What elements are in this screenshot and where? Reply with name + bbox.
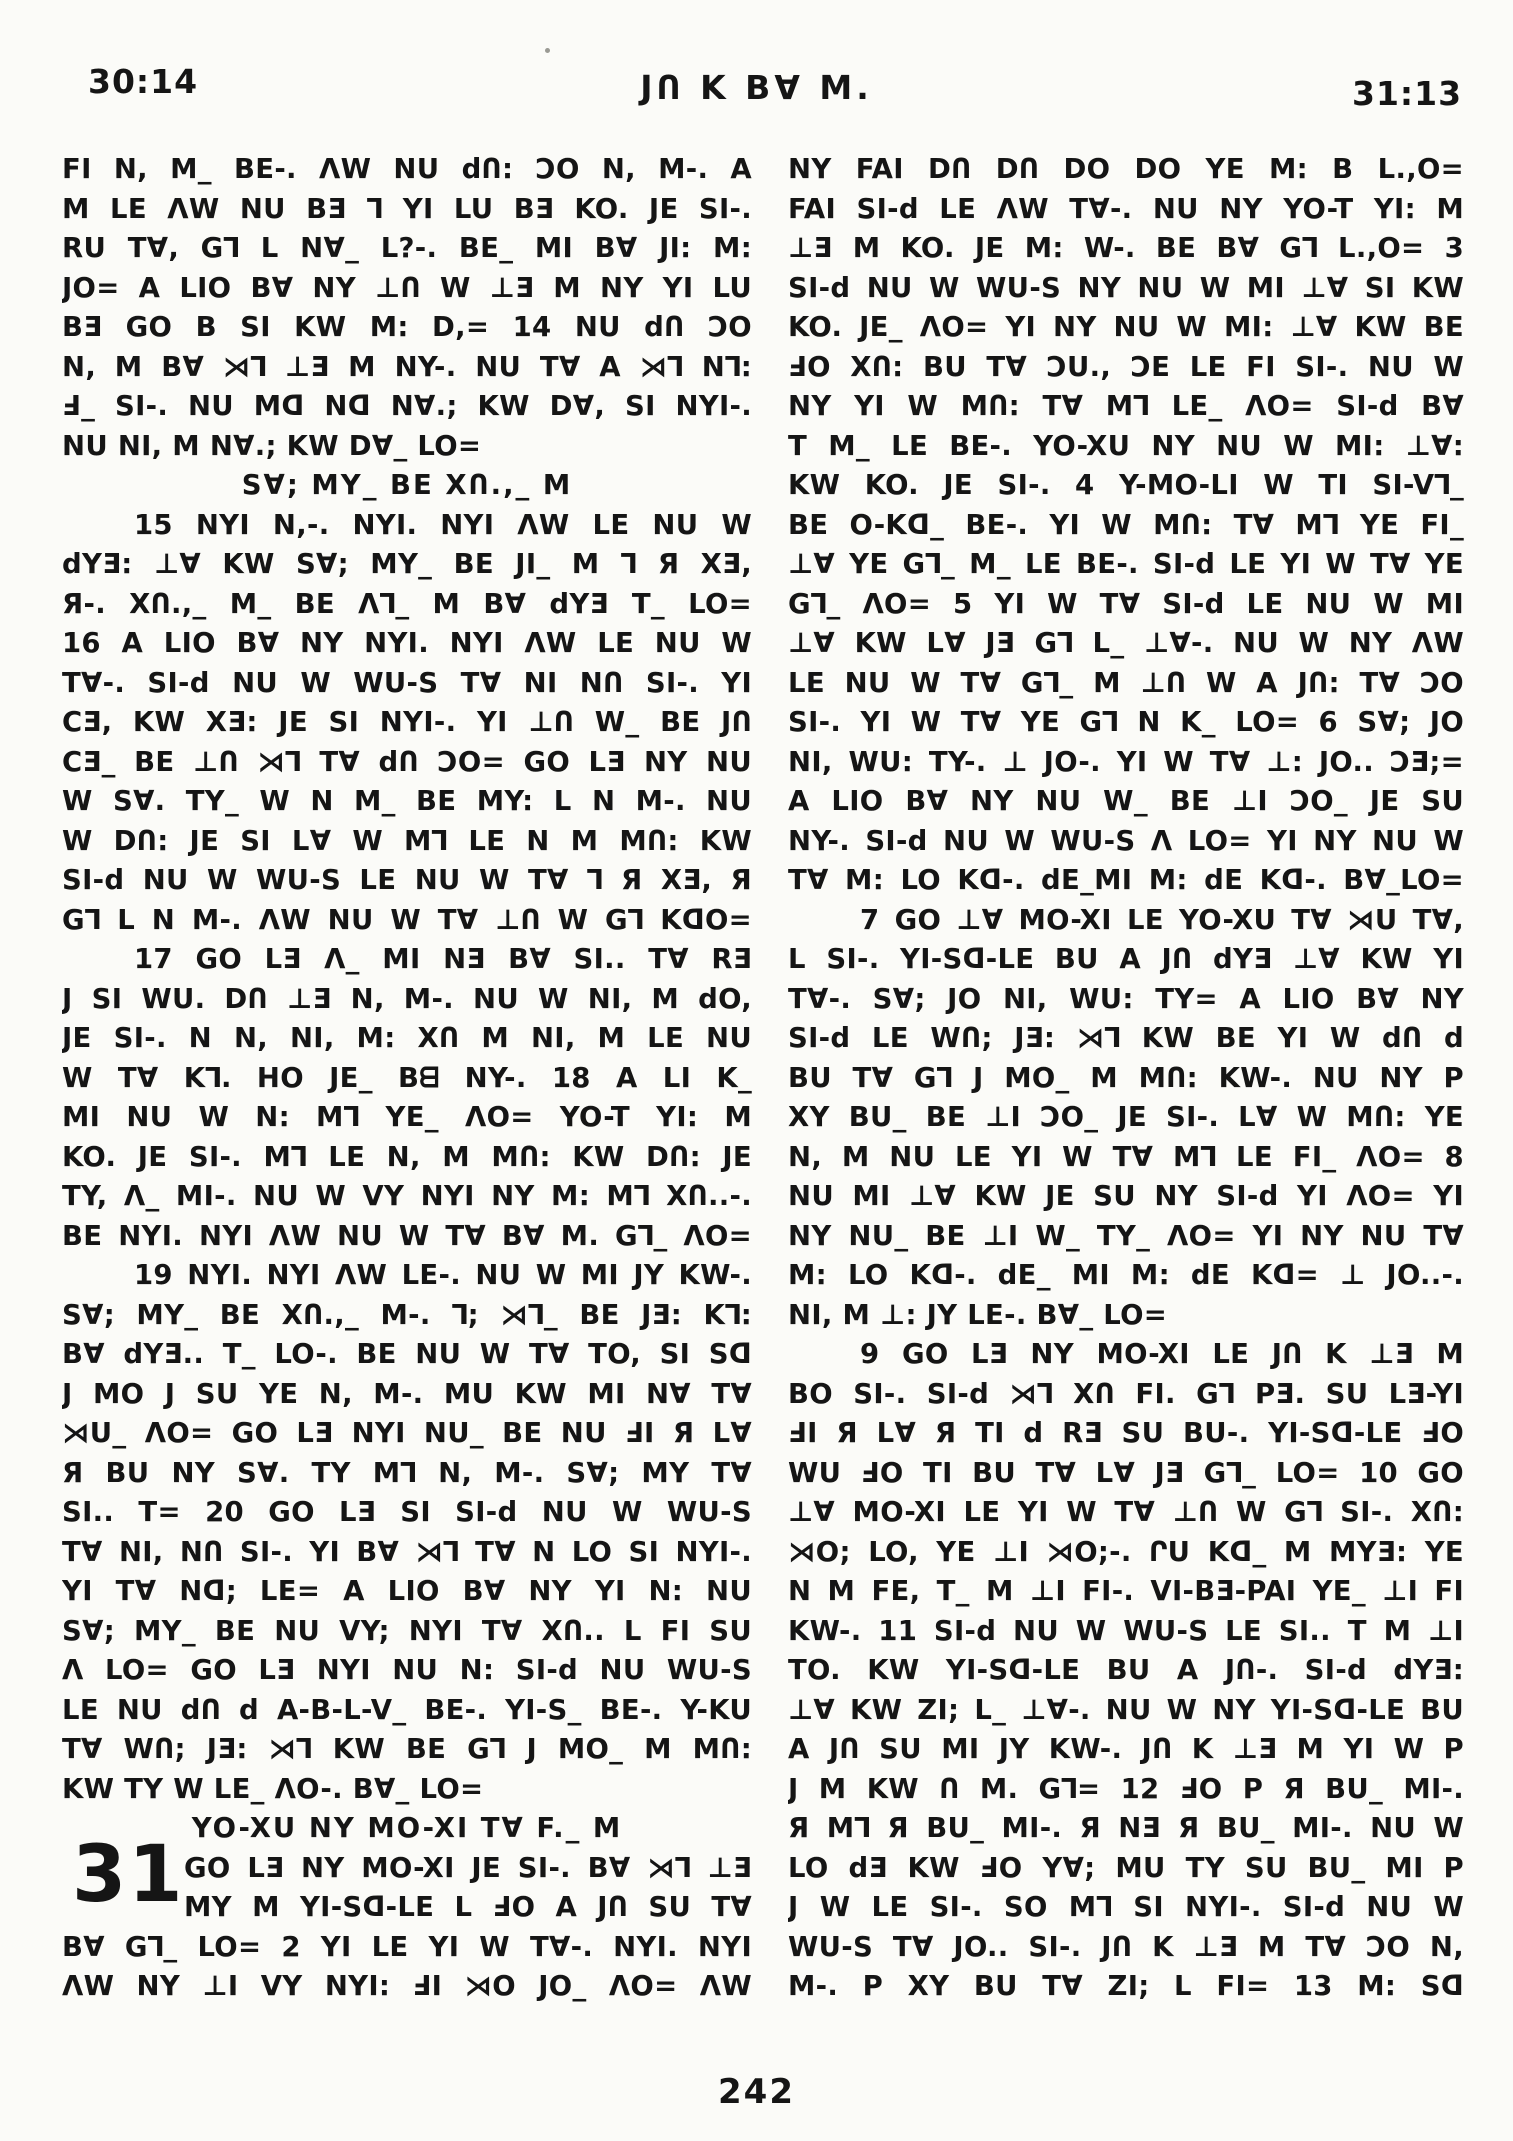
text-line: J M KW Ո M. G⅂= 12 ℲO P Я BU_ MI-. — [788, 1772, 1464, 1805]
text-line: NI, M ⊥: JY LE-. B∀_ LO= — [788, 1298, 1168, 1331]
text-line: SI-d LE WՈ; JƎ: ⋊⅂ KW BE YI W dՈ d — [788, 1022, 1464, 1054]
text-line: T∀-. S∀; JO NI, WU: TY= A LIO B∀ NY — [788, 982, 1464, 1015]
text-line: G⅂_ ΛO= 5 YI W T∀ SI-d LE NU W MI — [788, 587, 1464, 620]
text-line: TY, Λ_ MI-. NU W VY NYI NY M: M⅂ XՈ..-. — [62, 1180, 752, 1212]
text-line: BU T∀ G⅂ J MO_ M MՈ: KW-. NU NY P — [788, 1061, 1464, 1094]
text-line: FI N, M_ BE-. ΛW NU dՈ: ƆO N, M-. A — [62, 153, 752, 185]
text-line: SI-d NU W WU-S LE NU W T∀ ⅂ Я XƎ, Я — [62, 864, 752, 896]
text-line: CƎ, KW XƎ: JE SI NYI-. YI ⊥Ո W_ BE JՈ — [62, 706, 752, 738]
text-line: LO dƎ KW ℲO Y∀; MU TY SU BU_ MI P — [788, 1851, 1464, 1884]
text-line: A LIO B∀ NY NU W_ BE ⊥I ƆO_ JE SU — [788, 785, 1464, 817]
text-line: S∀; MY_ BE NU VY; NYI T∀ XՈ.. L FI SU — [62, 1614, 752, 1647]
text-line: M: LO Kᗡ-. dE_ MI M: dE Kᗡ= ⊥ JO..-. — [788, 1259, 1464, 1291]
text-line: LE NU dՈ d A-B-L-V_ BE-. YI-S_ BE-. Y-KU — [62, 1693, 752, 1726]
text-line: SI.. T= 20 GO LƎ SI SI-d NU W WU-S — [62, 1496, 752, 1528]
text-line: L SI-. YI-Sᗡ-LE BU A JՈ dYƎ ⊥∀ KW YI — [788, 943, 1464, 975]
text-line: Я BU NY S∀. TY M⅂ N, M-. S∀; MY T∀ — [62, 1456, 752, 1489]
text-column-right — [788, 150, 1464, 2007]
text-line: BE O-Kᗡ_ BE-. YI W MՈ: T∀ M⅂ YE FI_ — [788, 508, 1464, 541]
header-right-reference: 31:13 — [1352, 74, 1463, 113]
text-line: T∀ M: LO Kᗡ-. dE_MI M: dE Kᗡ-. B∀_LO= — [788, 864, 1464, 896]
text-line: S∀; MY_ BE XՈ.,_ M-. ⅂; ⋊⅂_ BE JƎ: K⅂: — [62, 1298, 752, 1331]
text-line: ℲI Я L∀ Я TI d RƎ SU BU-. YI-Sᗡ-LE ℲO — [788, 1417, 1464, 1449]
text-line: BO SI-. SI-d ⋊⅂ XՈ FI. G⅂ PƎ. SU LƎ-YI — [788, 1377, 1464, 1410]
text-line: KW TY W LE_ ΛO-. B∀_ LO= — [62, 1772, 484, 1805]
text-line: Λ LO= GO LƎ NYI NU N: SI-d NU WU-S — [62, 1654, 752, 1686]
text-line: J MO J SU YE N, M-. MU KW MI N∀ T∀ — [62, 1377, 752, 1410]
text-line: WU-S T∀ JO.. SI-. JՈ K ⊥Ǝ M T∀ ƆO N, — [788, 1930, 1464, 1963]
text-line: RU T∀, G⅂ L N∀_ L?-. BE_ MI B∀ JI: M: — [62, 232, 752, 264]
text-line: SI-. YI W T∀ YE G⅂ N K_ LO= 6 S∀; JO — [788, 706, 1464, 738]
text-line: T∀ WՈ; JƎ: ⋊⅂ KW BE G⅂ J MO_ M MՈ: — [62, 1733, 752, 1765]
section-heading: YO-XU NY MO-XI T∀ F._ M — [191, 1812, 623, 1844]
text-line: LE NU W T∀ G⅂_ M ⊥Ո W A JՈ: T∀ ƆO — [788, 666, 1464, 699]
text-line: ⋊O; LO, YE ⊥I ⋊O;-. ՐU Kᗡ_ M MYƎ: YE — [788, 1535, 1464, 1568]
text-line: XY BU_ BE ⊥I ƆO_ JE SI-. L∀ W MՈ: YE — [788, 1101, 1464, 1133]
text-line: ⊥∀ MO-XI LE YI W T∀ ⊥Ո W G⅂ SI-. XՈ: — [788, 1496, 1464, 1528]
text-line: BƎ GO B SI KW M: D,= 14 NU dՈ ƆO — [62, 311, 752, 343]
text-line: Я-. XՈ.,_ M_ BE Λ⅂_ M B∀ dYƎ T_ LO= — [62, 587, 752, 620]
text-line: J SI WU. DՈ ⊥Ǝ N, M-. NU W NI, M dO, — [62, 982, 752, 1015]
text-line: 15 NYI N,-. NYI. NYI ΛW LE NU W — [134, 508, 752, 541]
text-line: W T∀ K⅂. HO JE_ Bᗺ NY-. 18 A LI K_ — [62, 1061, 752, 1094]
text-line: NY NU_ BE ⊥I W_ TY_ ΛO= YI NY NU T∀ — [788, 1219, 1464, 1252]
text-line: 7 GO ⊥∀ MO-XI LE YO-XU T∀ ⋊U T∀, — [860, 903, 1464, 936]
text-line: KO. JE_ ΛO= YI NY NU W MI: ⊥∀ KW BE — [788, 311, 1464, 343]
text-line: 17 GO LƎ Λ_ MI NƎ B∀ SI.. T∀ RƎ — [134, 943, 752, 975]
text-line: Ⅎ_ SI-. NU Mᗡ Nᗡ N∀.; KW D∀, SI NYI-. — [62, 390, 752, 422]
text-line: J W LE SI-. SO M⅂ SI NYI-. SI-d NU W — [788, 1891, 1464, 1923]
header-book-title: JՈ K B∀ M. — [640, 68, 873, 107]
text-line: WU ℲO TI BU T∀ L∀ JƎ G⅂_ LO= 10 GO — [788, 1456, 1464, 1489]
text-line: NU MI ⊥∀ KW JE SU NY SI-d YI ΛO= YI — [788, 1180, 1464, 1212]
text-line: 19 NYI. NYI ΛW LE-. NU W MI JY KW-. — [134, 1259, 752, 1291]
text-line: N, M B∀ ⋊⅂ ⊥Ǝ M NY-. NU T∀ A ⋊⅂ N⅂: — [62, 350, 752, 383]
page-number: 242 — [718, 2072, 795, 2112]
text-line: MI NU W N: M⅂ YE_ ΛO= YO-T YI: M — [62, 1101, 752, 1133]
text-line: NY YI W MՈ: T∀ M⅂ LE_ ΛO= SI-d B∀ — [788, 390, 1464, 422]
text-line: 9 GO LƎ NY MO-XI LE JՈ K ⊥Ǝ M — [860, 1338, 1464, 1370]
text-line: TO. KW YI-Sᗡ-LE BU A JՈ-. SI-d dYƎ: — [788, 1654, 1464, 1686]
text-line: ⊥Ǝ M KO. JE M: W-. BE B∀ G⅂ L.,O= 3 — [788, 232, 1464, 264]
text-line: SI-d NU W WU-S NY NU W MI ⊥∀ SI KW — [788, 271, 1464, 304]
text-line: KW KO. JE SI-. 4 Y-MO-LI W TI SI-V⅂_ — [788, 469, 1464, 501]
text-line: M LE ΛW NU BƎ ⅂ YI LU BƎ KO. JE SI-. — [62, 192, 752, 225]
chapter-number: 31 — [72, 1830, 185, 1920]
text-line: B∀ G⅂_ LO= 2 YI LE YI W T∀-. NYI. NYI — [62, 1930, 752, 1963]
text-line: W DՈ: JE SI L∀ W M⅂ LE N M MՈ: KW — [62, 824, 752, 857]
text-line: Я M⅂ Я BU_ MI-. Я NƎ Я BU_ MI-. NU W — [788, 1812, 1464, 1844]
text-line: M-. P XY BU T∀ ZI; L FI= 13 M: Sᗡ — [788, 1970, 1464, 2002]
text-line: ΛW NY ⊥I VY NYI: ℲI ⋊O JO_ ΛO= ΛW — [62, 1970, 752, 2002]
text-line: BE NYI. NYI ΛW NU W T∀ B∀ M. G⅂_ ΛO= — [62, 1219, 752, 1252]
text-line: W S∀. TY_ W N M_ BE MY: L N M-. NU — [62, 785, 752, 817]
text-line: YI T∀ Nᗡ; LE= A LIO B∀ NY YI N: NU — [62, 1575, 752, 1607]
text-line: NY-. SI-d NU W WU-S Λ LO= YI NY NU W — [788, 824, 1464, 857]
text-line: KO. JE SI-. M⅂ LE N, M MՈ: KW DՈ: JE — [62, 1140, 752, 1173]
text-column-left — [62, 150, 752, 2007]
text-line: T M_ LE BE-. YO-XU NY NU W MI: ⊥∀: — [788, 429, 1464, 462]
text-line: MY M YI-Sᗡ-LE L ℲO A JՈ SU T∀ — [184, 1891, 752, 1923]
text-line: ⊥∀ YE G⅂_ M_ LE BE-. SI-d LE YI W T∀ YE — [788, 548, 1464, 580]
text-line: 16 A LIO B∀ NY NYI. NYI ΛW LE NU W — [62, 627, 752, 659]
text-line: T∀ NI, NՈ SI-. YI B∀ ⋊⅂ T∀ N LO SI NYI-. — [62, 1535, 752, 1568]
text-line: B∀ dYƎ.. T_ LO-. BE NU W T∀ TO, SI Sᗡ — [62, 1338, 752, 1370]
header-left-reference: 30:14 — [88, 62, 199, 101]
text-line: N M FE, T_ M ⊥I FI-. VI-BƎ-PAI YE_ ⊥I FI — [788, 1575, 1464, 1607]
text-line: NU NI, M N∀.; KW D∀_ LO= — [62, 429, 482, 462]
text-line: ℲO XՈ: BU T∀ ƆU., ƆE LE FI SI-. NU W — [788, 350, 1464, 383]
text-line: ⊥∀ KW ZI; L_ ⊥∀-. NU W NY YI-Sᗡ-LE BU — [788, 1693, 1464, 1726]
scan-speckle — [545, 48, 550, 53]
text-line: KW-. 11 SI-d NU W WU-S LE SI.. T M ⊥I — [788, 1614, 1464, 1647]
text-line: N, M NU LE YI W T∀ M⅂ LE FI_ ΛO= 8 — [788, 1140, 1464, 1173]
text-line: T∀-. SI-d NU W WU-S T∀ NI NՈ SI-. YI — [62, 666, 752, 699]
text-line: ⊥∀ KW L∀ JƎ G⅂ L_ ⊥∀-. NU W NY ΛW — [788, 627, 1464, 659]
text-line: CƎ_ BE ⊥Ո ⋊⅂ T∀ dՈ ƆO= GO LƎ NY NU — [62, 745, 752, 778]
text-line: NI, WU: TY-. ⊥ JO-. YI W T∀ ⊥: JO.. ƆƎ;= — [788, 745, 1464, 778]
section-heading: S∀; MY_ BE XՈ.,_ M — [241, 469, 573, 501]
text-line: FAI SI-d LE ΛW T∀-. NU NY YO-T YI: M — [788, 192, 1464, 225]
text-line: A JՈ SU MI JY KW-. JՈ K ⊥Ǝ M YI W P — [788, 1733, 1464, 1765]
text-line: dYƎ: ⊥∀ KW S∀; MY_ BE JI_ M ⅂ Я XƎ, — [62, 548, 752, 580]
text-line: NY FAI DՈ DՈ DO DO YE M: B L.,O= — [788, 153, 1464, 185]
text-line: ⋊U_ ΛO= GO LƎ NYI NU_ BE NU ℲI Я L∀ — [62, 1417, 752, 1449]
text-line: JO= A LIO B∀ NY ⊥Ո W ⊥Ǝ M NY YI LU — [62, 271, 752, 304]
text-line: JE SI-. N N, NI, M: XՈ M NI, M LE NU — [62, 1022, 752, 1054]
text-line: GO LƎ NY MO-XI JE SI-. B∀ ⋊⅂ ⊥Ǝ — [184, 1851, 752, 1884]
text-line: G⅂ L N M-. ΛW NU W T∀ ⊥Ո W G⅂ KᗡO= — [62, 903, 752, 936]
